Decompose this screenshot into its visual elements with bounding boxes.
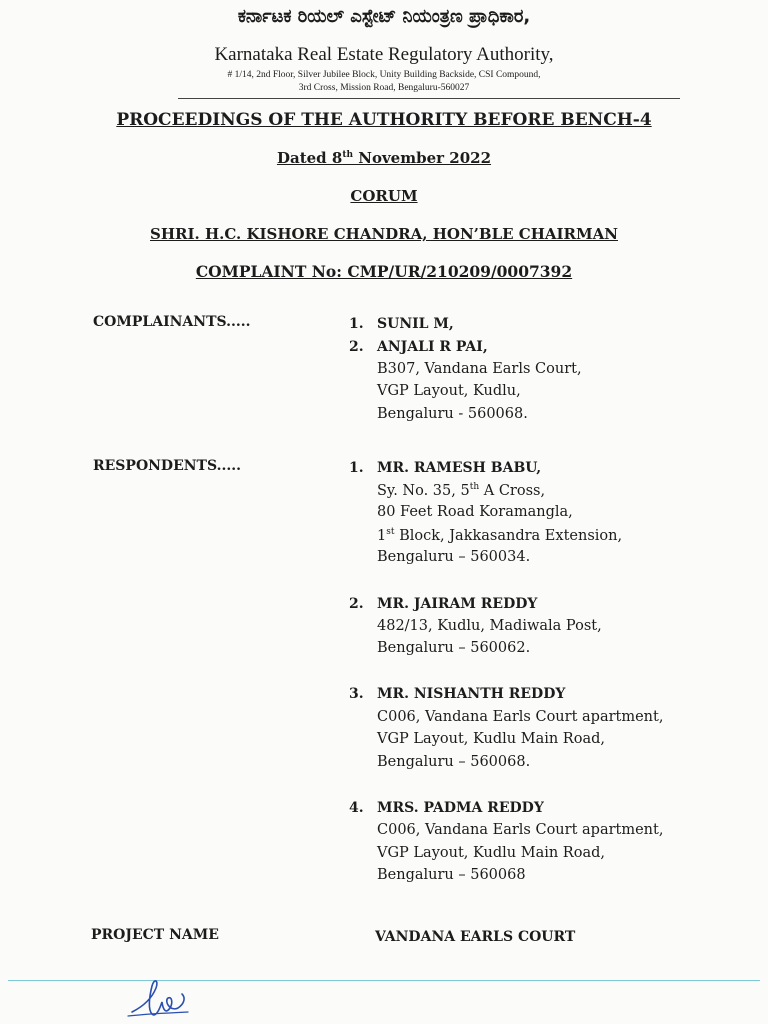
project-name-value: VANDANA EARLS COURT	[375, 929, 576, 945]
letterhead-address-line-1: # 1/14, 2nd Floor, Silver Jubilee Block, Unity Building Backside, CSI Compound,	[227, 70, 541, 80]
complainants-label: COMPLAINANTS.....	[93, 314, 251, 330]
respondent-2-address-line-2: Bengaluru – 560062.	[377, 640, 531, 656]
respondent-name-4: MRS. PADMA REDDY	[377, 800, 544, 816]
respondent-1-address-line-4: Bengaluru – 560034.	[377, 549, 531, 565]
respondent-name-1: MR. RAMESH BABU,	[377, 460, 542, 476]
complainant-name-1: SUNIL M,	[377, 316, 454, 332]
letterhead-divider	[178, 98, 680, 99]
respondent-number-2: 2.	[349, 596, 364, 612]
chairman-heading: SHRI. H.C. KISHORE CHANDRA, HON’BLE CHAIRMAN	[150, 225, 618, 243]
complainant-number-2: 2.	[349, 339, 364, 355]
letterhead-kannada-title: ಕರ್ನಾಟಕ ರಿಯಲ್ ಎಸ್ಟೇಟ್ ನಿಯಂತ್ರಣ ಪ್ರಾಧಿಕಾರ,	[237, 6, 531, 27]
respondent-3-address-line-2: VGP Layout, Kudlu Main Road,	[377, 731, 605, 747]
respondent-2-address-line-1: 482/13, Kudlu, Madiwala Post,	[377, 618, 602, 634]
complainant-number-1: 1.	[349, 316, 364, 332]
respondent-4-address-line-3: Bengaluru – 560068	[377, 867, 526, 883]
respondent-4-address-line-1: C006, Vandana Earls Court apartment,	[377, 822, 664, 838]
respondent-1-address-line-3: 1st Block, Jakkasandra Extension,	[377, 527, 623, 544]
signature-icon	[126, 968, 196, 1024]
respondent-3-address-line-1: C006, Vandana Earls Court apartment,	[377, 709, 664, 725]
respondent-1-address-line-2: 80 Feet Road Koramangla,	[377, 504, 573, 520]
project-name-label: PROJECT NAME	[91, 927, 219, 943]
respondent-number-3: 3.	[349, 686, 364, 702]
complainant-address-line-1: B307, Vandana Earls Court,	[377, 361, 582, 377]
respondent-1-address-line-1: Sy. No. 35, 5th A Cross,	[377, 482, 546, 499]
letterhead-address-line-2: 3rd Cross, Mission Road, Bengaluru-560027	[298, 83, 470, 93]
dated-heading: Dated 8th November 2022	[276, 149, 492, 167]
letterhead-english-title: Karnataka Real Estate Regulatory Authority,	[214, 44, 554, 65]
respondent-name-3: MR. NISHANTH REDDY	[377, 686, 566, 702]
complaint-number-heading: COMPLAINT No: CMP/UR/210209/0007392	[195, 262, 573, 281]
respondents-label: RESPONDENTS.....	[93, 458, 241, 474]
respondent-4-address-line-2: VGP Layout, Kudlu Main Road,	[377, 845, 605, 861]
footer-divider	[8, 980, 760, 981]
complainant-address-line-2: VGP Layout, Kudlu,	[377, 383, 521, 399]
respondent-name-2: MR. JAIRAM REDDY	[377, 596, 538, 612]
respondent-3-address-line-3: Bengaluru – 560068.	[377, 754, 531, 770]
respondent-number-1: 1.	[349, 460, 364, 476]
proceedings-heading: PROCEEDINGS OF THE AUTHORITY BEFORE BENCH-4	[116, 110, 652, 130]
respondent-number-4: 4.	[349, 800, 364, 816]
complainant-name-2: ANJALI R PAI,	[377, 339, 488, 355]
complainant-address-line-3: Bengaluru - 560068.	[377, 406, 528, 422]
corum-heading: CORUM	[350, 187, 418, 205]
